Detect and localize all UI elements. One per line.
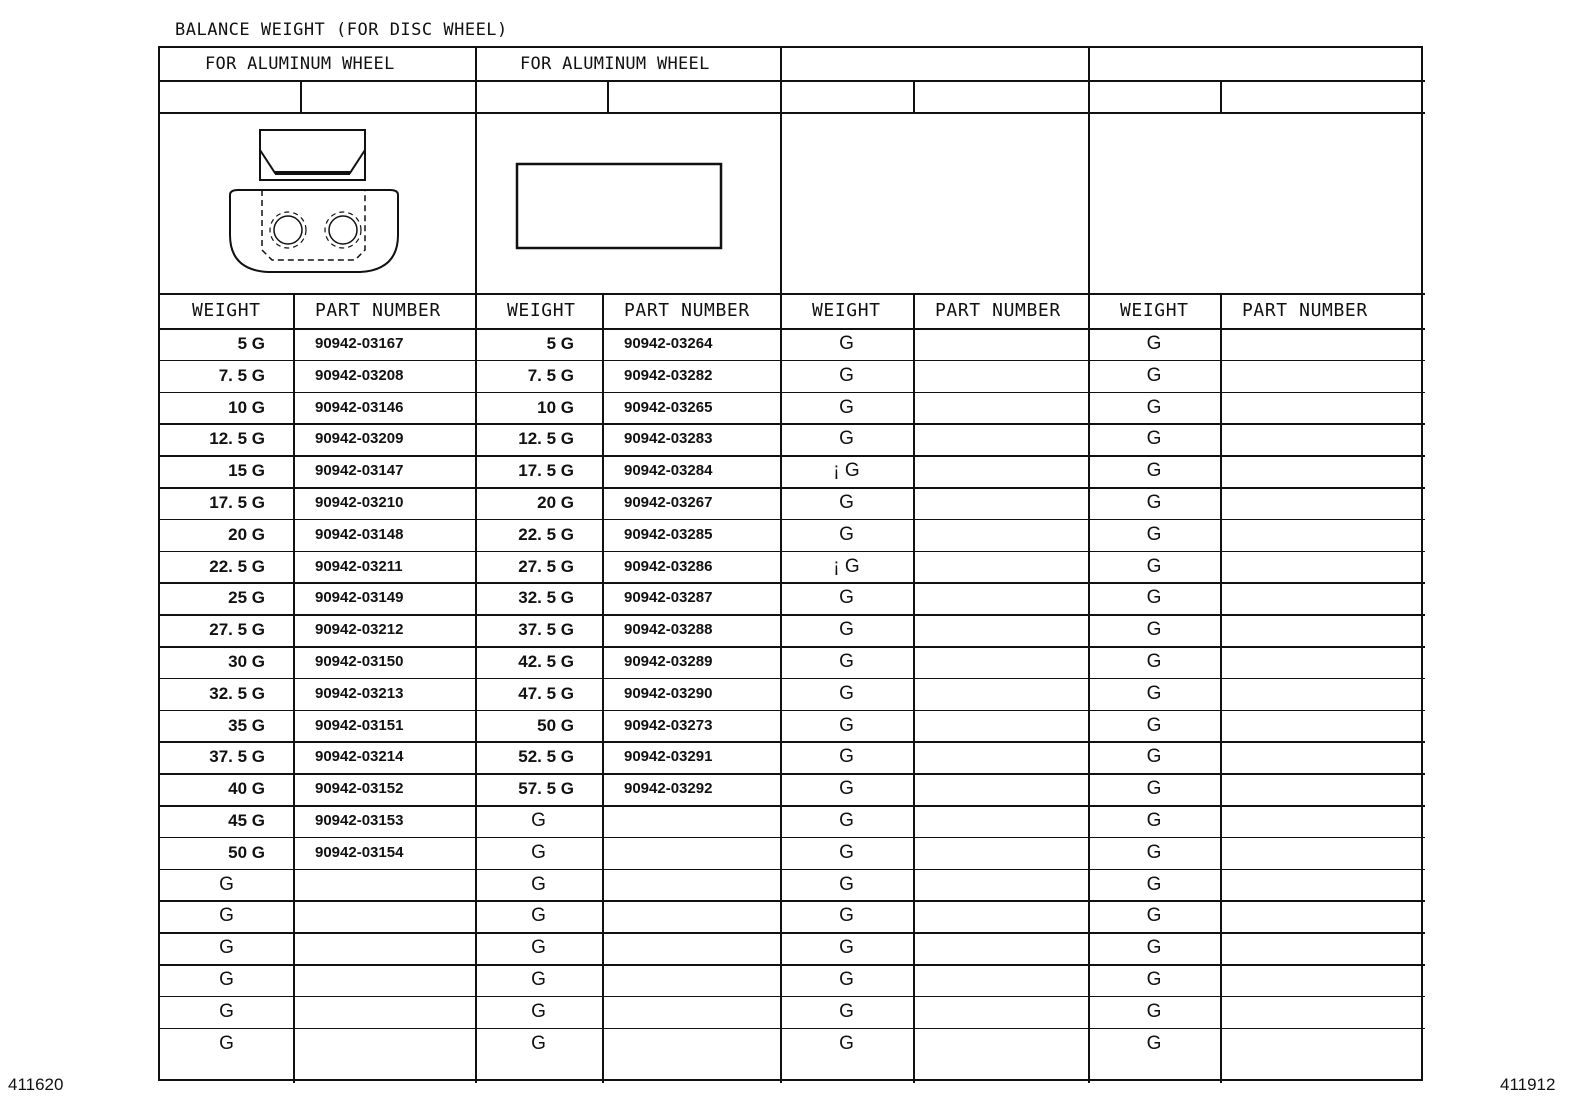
part-number-cell: 90942-03265	[624, 398, 713, 416]
weight-cell: G	[1146, 1000, 1162, 1022]
weight-cell: G	[531, 969, 546, 990]
weight-cell: ¡ G	[833, 555, 860, 577]
weight-cell: G	[1146, 428, 1162, 450]
part-number-cell: 90942-03267	[624, 494, 713, 511]
weight-cell: G	[839, 619, 854, 641]
weight-column-header: WEIGHT	[1120, 300, 1189, 321]
weight-cell: 17. 5 G	[518, 461, 574, 481]
part-number-cell: 90942-03154	[315, 843, 404, 861]
weight-cell: 22. 5 G	[518, 524, 574, 544]
weight-cell: 45 G	[228, 811, 265, 830]
weight-cell: 37. 5 G	[209, 747, 265, 767]
weight-cell: G	[219, 969, 234, 990]
part-number-cell: 90942-03213	[315, 684, 404, 702]
weight-cell: G	[1146, 651, 1162, 672]
weight-cell: 22. 5 G	[209, 556, 265, 576]
part-number-cell: 90942-03284	[624, 462, 713, 480]
part-number-column-header: PART NUMBER	[315, 300, 441, 321]
section-heading: FOR ALUMINUM WHEEL	[520, 54, 710, 74]
weight-cell: G	[839, 492, 854, 513]
grid-line	[300, 80, 302, 112]
grid-line	[1220, 293, 1222, 1083]
grid-line	[913, 80, 915, 112]
weight-cell: G	[1146, 810, 1162, 831]
part-number-cell: 90942-03286	[624, 557, 713, 575]
weight-cell: G	[1146, 555, 1162, 577]
part-number-cell: 90942-03151	[315, 716, 404, 734]
reference-code-left: 411620	[8, 1075, 64, 1094]
part-number-cell: 90942-03283	[624, 430, 713, 448]
weight-cell: 20 G	[537, 493, 574, 512]
part-number-cell: 90942-03212	[315, 621, 404, 639]
part-number-cell: 90942-03273	[624, 716, 713, 734]
weight-cell: G	[839, 682, 854, 704]
weight-cell: G	[839, 714, 854, 736]
weight-cell: G	[839, 778, 854, 800]
weight-cell: G	[1146, 746, 1162, 768]
weight-cell: 7. 5 G	[218, 365, 265, 385]
weight-cell: G	[1146, 841, 1162, 863]
weight-cell: G	[1146, 396, 1162, 418]
weight-cell: 57. 5 G	[518, 779, 574, 799]
adhesive-weight-illustration	[515, 162, 725, 252]
weight-cell: G	[1146, 523, 1162, 545]
part-number-cell: 90942-03148	[315, 525, 404, 543]
part-number-cell: 90942-03152	[315, 780, 404, 798]
weight-cell: G	[839, 1032, 854, 1054]
weight-cell: G	[1146, 364, 1162, 386]
weight-cell: G	[839, 905, 854, 927]
weight-cell: 15 G	[228, 461, 265, 481]
weight-cell: G	[219, 937, 234, 959]
part-number-cell: 90942-03214	[315, 748, 404, 766]
part-number-cell: 90942-03288	[624, 621, 713, 639]
part-number-cell: 90942-03289	[624, 653, 713, 670]
part-number-cell: 90942-03149	[315, 589, 404, 607]
part-number-cell: 90942-03282	[624, 366, 713, 384]
weight-column-header: WEIGHT	[507, 300, 576, 321]
weight-cell: ¡ G	[833, 460, 860, 482]
weight-cell: G	[1146, 969, 1162, 990]
weight-cell: 27. 5 G	[209, 620, 265, 640]
weight-cell: G	[839, 523, 854, 545]
weight-cell: 32. 5 G	[209, 683, 265, 703]
part-number-cell: 90942-03290	[624, 684, 713, 702]
weight-cell: G	[839, 333, 854, 354]
weight-cell: 47. 5 G	[518, 683, 574, 703]
weight-cell: G	[839, 396, 854, 418]
weight-cell: G	[219, 1000, 234, 1022]
weight-cell: 30 G	[228, 652, 265, 671]
part-number-cell: 90942-03153	[315, 812, 404, 829]
weight-cell: G	[1146, 873, 1162, 895]
weight-cell: 50 G	[537, 715, 574, 735]
weight-cell: G	[531, 810, 546, 831]
weight-cell: G	[1146, 682, 1162, 704]
weight-cell: 5 G	[546, 334, 574, 353]
weight-cell: G	[1146, 905, 1162, 927]
weight-cell: 17. 5 G	[209, 493, 265, 512]
weight-cell: G	[531, 937, 546, 959]
weight-cell: G	[531, 905, 546, 927]
grid-line	[160, 112, 1425, 114]
part-number-column-header: PART NUMBER	[1242, 300, 1368, 321]
weight-cell: G	[219, 1032, 234, 1054]
weight-cell: 37. 5 G	[518, 620, 574, 640]
weight-cell: G	[1146, 333, 1162, 354]
weight-cell: G	[839, 364, 854, 386]
weight-column-header: WEIGHT	[192, 300, 261, 321]
weight-cell: 12. 5 G	[209, 429, 265, 449]
part-number-cell: 90942-03167	[315, 335, 404, 352]
weight-cell: G	[839, 1000, 854, 1022]
weight-cell: G	[1146, 778, 1162, 800]
part-number-cell: 90942-03211	[315, 557, 403, 575]
weight-cell: G	[531, 841, 546, 863]
weight-cell: G	[219, 873, 234, 895]
weight-cell: G	[531, 873, 546, 895]
weight-cell: G	[839, 810, 854, 831]
weight-cell: 52. 5 G	[518, 747, 574, 767]
weight-cell: 42. 5 G	[518, 652, 574, 671]
part-number-cell: 90942-03147	[315, 462, 404, 480]
part-number-cell: 90942-03150	[315, 653, 404, 670]
weight-cell: 50 G	[228, 842, 265, 862]
part-number-cell: 90942-03209	[315, 430, 404, 448]
weight-cell: G	[839, 746, 854, 768]
part-number-cell: 90942-03287	[624, 589, 713, 607]
weight-cell: G	[1146, 460, 1162, 482]
part-number-cell: 90942-03146	[315, 398, 404, 416]
weight-cell: 7. 5 G	[527, 365, 574, 385]
weight-column-header: WEIGHT	[812, 300, 881, 321]
weight-cell: 40 G	[228, 779, 265, 799]
weight-cell: 10 G	[537, 397, 574, 417]
grid-line	[160, 80, 1425, 82]
weight-cell: 12. 5 G	[518, 429, 574, 449]
weight-cell: 35 G	[228, 715, 265, 735]
weight-cell: G	[219, 905, 234, 927]
weight-cell: G	[1146, 492, 1162, 513]
weight-cell: G	[839, 969, 854, 990]
weight-cell: 10 G	[228, 397, 265, 417]
document-title: BALANCE WEIGHT (FOR DISC WHEEL)	[175, 20, 508, 40]
weight-cell: G	[1146, 714, 1162, 736]
part-number-cell: 90942-03291	[624, 748, 713, 766]
weight-cell: 20 G	[228, 524, 265, 544]
weight-cell: G	[839, 937, 854, 959]
weight-cell: 5 G	[237, 334, 265, 353]
weight-cell: G	[531, 1000, 546, 1022]
weight-cell: G	[1146, 587, 1162, 609]
clip-weight-illustration	[220, 120, 410, 280]
weight-cell: G	[1146, 619, 1162, 641]
weight-cell: G	[1146, 1032, 1162, 1054]
grid-line	[602, 293, 604, 1083]
part-number-cell: 90942-03285	[624, 525, 713, 543]
part-number-cell: 90942-03292	[624, 780, 713, 798]
part-number-column-header: PART NUMBER	[935, 300, 1061, 321]
weight-cell: G	[839, 841, 854, 863]
grid-line	[1220, 80, 1222, 112]
grid-line	[913, 293, 915, 1083]
grid-line	[607, 80, 609, 112]
weight-cell: G	[839, 873, 854, 895]
part-number-cell: 90942-03208	[315, 366, 404, 384]
weight-cell: G	[839, 587, 854, 609]
weight-cell: 32. 5 G	[518, 588, 574, 608]
part-number-column-header: PART NUMBER	[624, 300, 750, 321]
grid-line	[160, 293, 1425, 295]
weight-cell: G	[839, 651, 854, 672]
reference-code-right: 411912	[1500, 1075, 1556, 1094]
grid-line	[293, 293, 295, 1083]
weight-cell: G	[1146, 937, 1162, 959]
part-number-cell: 90942-03264	[624, 335, 713, 352]
weight-cell: G	[531, 1032, 546, 1054]
weight-cell: 25 G	[228, 588, 265, 608]
weight-cell: 27. 5 G	[518, 556, 574, 576]
balance-weight-table	[158, 46, 1423, 1081]
weight-cell: G	[839, 428, 854, 450]
section-heading: FOR ALUMINUM WHEEL	[205, 54, 395, 74]
part-number-cell: 90942-03210	[315, 494, 404, 511]
